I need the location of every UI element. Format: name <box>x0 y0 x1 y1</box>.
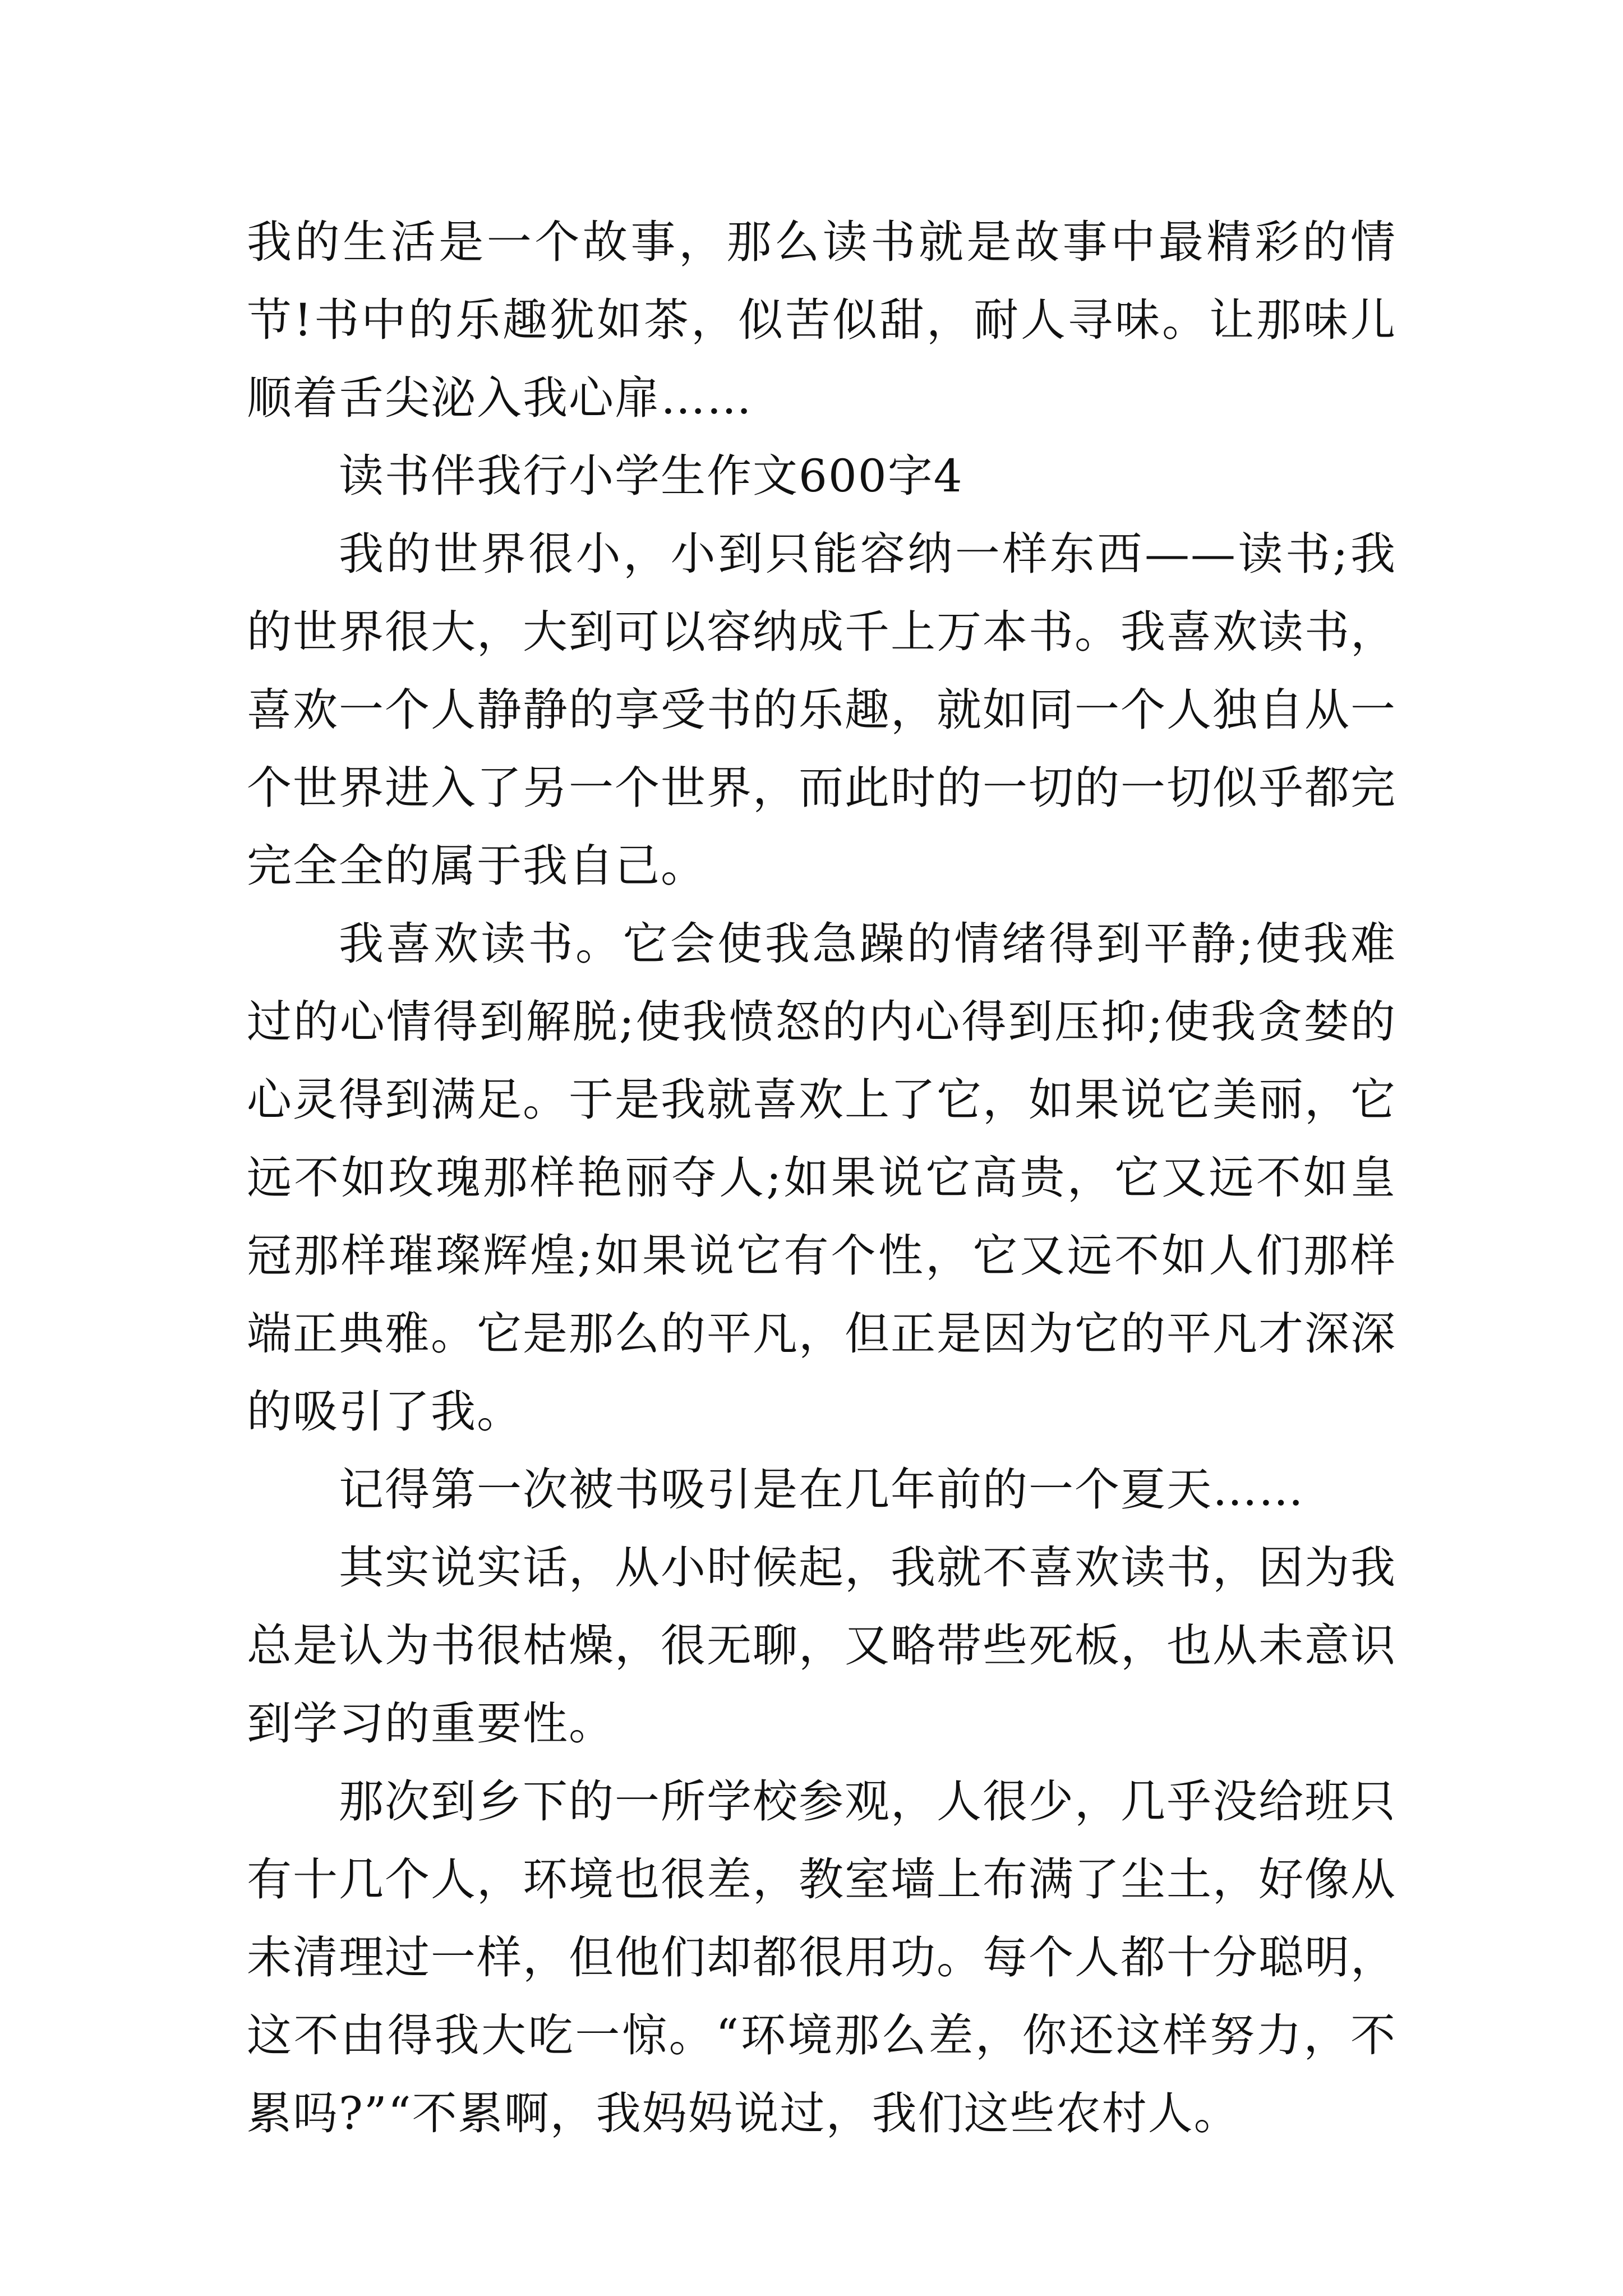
paragraph: 记得第一次被书吸引是在几年前的一个夏天…… <box>339 1464 1304 1516</box>
paragraph-intro-end: 我的生活是一个故事，那么读书就是故事中最精彩的情节!书中的乐趣犹如茶，似苦似甜，耐人寻味。让那味儿顺着舌尖泌入我心扉…… <box>247 216 1396 424</box>
paragraph: 我的世界很小，小到只能容纳一样东西——读书;我的世界很大，大到可以容纳成千上万本书。我喜欢读书，喜欢一个人静静的享受书的乐趣，就如同一个人独自从一个世界进入了另一个世界，而此时的一切的一切似乎都完完全全的属于我自己。 <box>247 528 1396 892</box>
document-body <box>247 203 1396 2152</box>
section-heading: 读书伴我行小学生作文600字4 <box>339 450 963 502</box>
paragraph: 我喜欢读书。它会使我急躁的情绪得到平静;使我难过的心情得到解脱;使我愤怒的内心得到压抑;使我贪婪的心灵得到满足。于是我就喜欢上了它，如果说它美丽，它远不如玫瑰那样艳丽夺人;如果说它高贵，它又远不如皇冠那样璀璨辉煌;如果说它有个性，它又远不如人们那样端正典雅。它是那么的平凡，但正是因为它的平凡才深深的吸引了我。 <box>247 918 1396 1438</box>
paragraph: 那次到乡下的一所学校参观，人很少，几乎没给班只有十几个人，环境也很差，教室墙上布满了尘土，好像从未清理过一样，但他们却都很用功。每个人都十分聪明，这不由得我大吃一惊。“环境那么差，你还这样努力，不累吗?”“不累啊，我妈妈说过，我们这些农村人。 <box>247 1775 1396 2139</box>
paragraph: 其实说实话，从小时候起，我就不喜欢读书，因为我总是认为书很枯燥，很无聊，又略带些死板，也从未意识到学习的重要性。 <box>247 1542 1396 1750</box>
